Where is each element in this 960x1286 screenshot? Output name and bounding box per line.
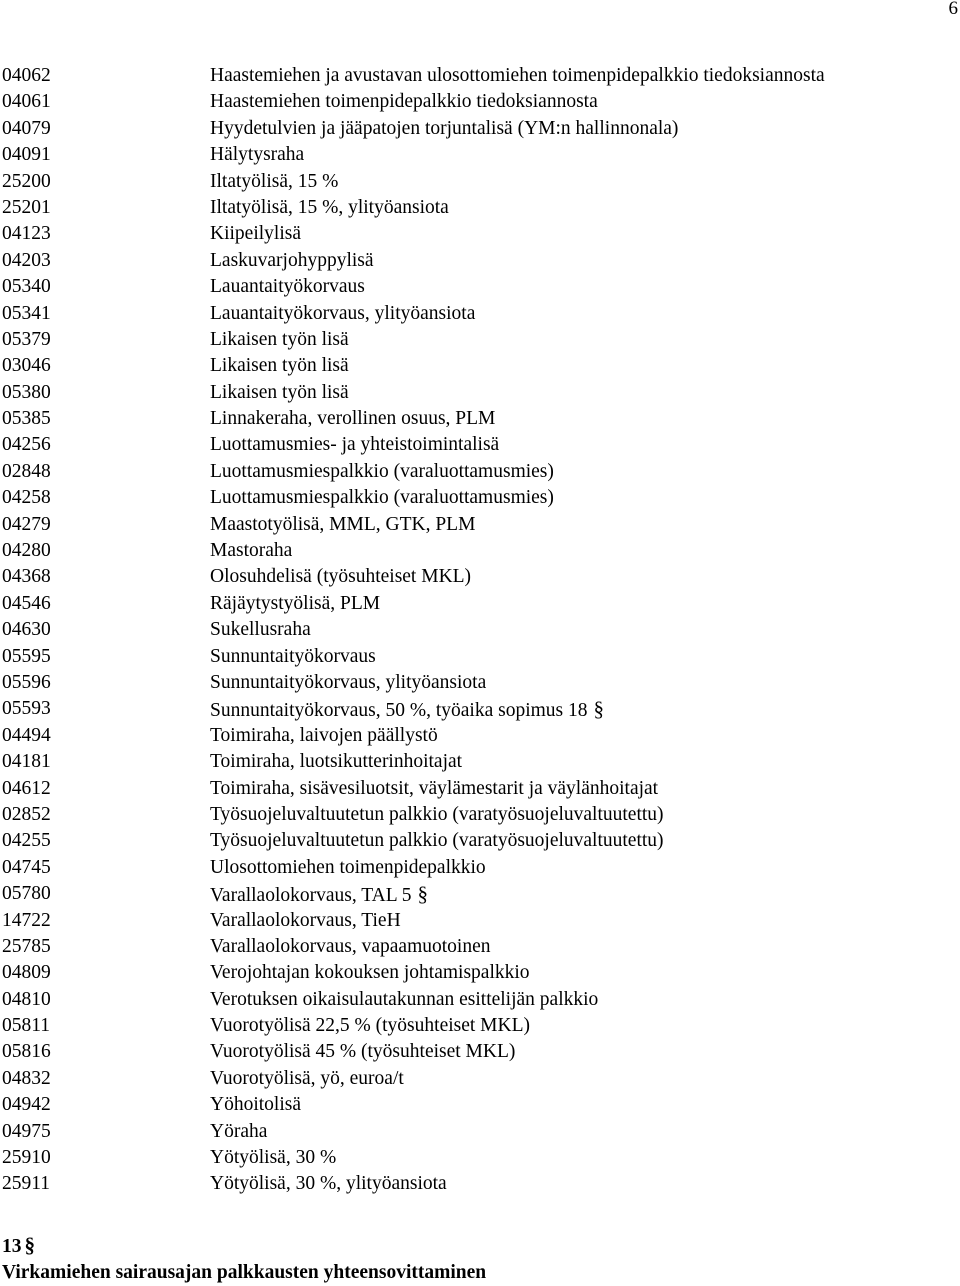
list-item [2,432,952,458]
item-code: 25200 [2,170,51,192]
item-description-text: Haastemiehen toimenpidepalkkio tiedoksiannosta [210,91,598,113]
item-description-text: Likaisen työn lisä [210,381,349,403]
item-description [210,934,952,960]
item-code: 04062 [2,65,51,86]
item-code: 04630 [2,619,51,641]
item-code: 04256 [2,434,51,456]
item-description [210,696,952,722]
item-description-text: Laskuvarjohyppylisä [210,249,374,271]
list-item [2,934,952,960]
item-description [210,802,952,828]
item-description-text: Iltatyölisä, 15 %, ylityöansiota [210,196,449,218]
item-description [210,1145,952,1171]
item-code: 04061 [2,91,51,113]
item-description [210,63,952,89]
item-description-text: Sunnuntaityökorvaus, 50 %, työaika sopimus 18 [210,700,588,722]
item-description [210,1119,952,1145]
item-description [210,301,952,327]
item-code: 05379 [2,328,51,350]
item-code: 05593 [2,698,51,720]
item-description [210,512,952,538]
list-item [2,1092,952,1118]
item-description [210,723,952,749]
item-code: 04942 [2,1094,51,1116]
section-number: 13 [2,1236,22,1257]
item-code: 05595 [2,645,51,667]
item-description [210,591,952,617]
list-item [2,881,952,907]
list-item [2,327,952,353]
item-description [210,274,952,300]
section-title: Virkamiehen sairausajan palkkausten yhteensovittaminen [2,1262,487,1283]
item-description [210,406,952,432]
item-code: 05340 [2,276,51,298]
list-item [2,828,952,854]
item-description [210,987,952,1013]
list-item [2,723,952,749]
item-code: 04975 [2,1120,51,1142]
list-item [2,380,952,406]
section-header [2,1232,486,1286]
item-description-text: Linnakeraha, verollinen osuus, PLM [210,408,496,430]
item-description [210,855,952,881]
item-description [210,670,952,696]
item-code: 05380 [2,381,51,403]
item-code: 03046 [2,355,51,377]
item-description-text: Sunnuntaityökorvaus, ylityöansiota [210,671,487,693]
list-item [2,195,952,221]
item-description-text: Yöraha [210,1120,268,1142]
list-item [2,1066,952,1092]
list-item [2,1039,952,1065]
item-code: 04494 [2,724,51,746]
item-description-text: Yöhoitolisä [210,1094,301,1116]
code-list [2,63,952,1198]
item-description [210,1092,952,1118]
item-description [210,828,952,854]
item-description [210,776,952,802]
section-sign: § [417,882,429,907]
list-item [2,459,952,485]
item-code: 04745 [2,856,51,878]
section-number-line [2,1232,486,1260]
list-item [2,617,952,643]
item-code: 05385 [2,408,51,430]
item-description [210,908,952,934]
item-description-text: Lauantaityökorvaus [210,276,365,298]
list-item [2,512,952,538]
item-code: 04809 [2,962,51,984]
item-description [210,327,952,353]
item-description-text: Verojohtajan kokouksen johtamispalkkio [210,962,530,984]
section-sign: § [24,1233,35,1257]
list-item [2,63,952,89]
list-item [2,591,952,617]
item-code: 04123 [2,223,51,245]
item-description-text: Sunnuntaityökorvaus [210,645,376,667]
item-description-text: Varallaolokorvaus, vapaamuotoinen [210,935,491,957]
item-description [210,1066,952,1092]
list-item [2,274,952,300]
list-item [2,1013,952,1039]
list-item [2,89,952,115]
item-description-text: Sukellusraha [210,619,311,641]
item-description-text: Likaisen työn lisä [210,355,349,377]
item-description-text: Työsuojeluvaltuutetun palkkio (varatyösuojeluvaltuutettu) [210,803,664,825]
list-item [2,485,952,511]
item-description-text: Varallaolokorvaus, TieH [210,909,401,931]
item-description-text: Likaisen työn lisä [210,328,349,350]
item-code: 02848 [2,460,51,482]
list-item [2,406,952,432]
item-code: 04810 [2,988,51,1010]
page-number: 6 [948,0,958,19]
item-description [210,432,952,458]
item-code: 25911 [2,1173,51,1195]
item-description-text: Hyydetulvien ja jääpatojen torjuntalisä (YM:n hallinnonala) [210,117,679,139]
item-code: 04280 [2,540,51,562]
item-description-text: Ulosottomiehen toimenpidepalkkio [210,856,486,878]
item-description-text: Mastoraha [210,540,293,562]
list-item [2,644,952,670]
list-item [2,776,952,802]
item-description [210,1039,952,1065]
list-item [2,248,952,274]
item-description-text: Luottamusmiespalkkio (varaluottamusmies) [210,487,554,509]
item-description [210,538,952,564]
item-code: 04203 [2,249,51,271]
list-item [2,538,952,564]
item-code: 14722 [2,909,51,931]
item-description [210,1013,952,1039]
item-code: 04091 [2,144,51,166]
item-code: 04181 [2,751,51,773]
item-code: 04258 [2,487,51,509]
item-code: 25910 [2,1147,51,1169]
list-item [2,855,952,881]
item-description-text: Vuorotyölisä 22,5 % (työsuhteiset MKL) [210,1015,530,1037]
item-description-text: Yötyölisä, 30 %, ylityöansiota [210,1173,447,1195]
item-code: 04279 [2,513,51,535]
list-item [2,749,952,775]
item-description-text: Toimiraha, laivojen päällystö [210,724,438,746]
item-description [210,485,952,511]
item-description [210,221,952,247]
list-item [2,908,952,934]
item-description [210,89,952,115]
item-description [210,459,952,485]
item-description [210,248,952,274]
item-description-text: Kiipeilylisä [210,223,301,245]
item-description-text: Työsuojeluvaltuutetun palkkio (varatyösuojeluvaltuutettu) [210,830,664,852]
item-code: 05596 [2,671,51,693]
list-item [2,696,952,722]
item-description-text: Toimiraha, luotsikutterinhoitajat [210,751,463,773]
item-code: 04079 [2,117,51,139]
item-description [210,142,952,168]
list-item [2,960,952,986]
list-item [2,142,952,168]
item-description-text: Toimiraha, sisävesiluotsit, väylämestarit ja väylänhoitajat [210,777,659,799]
item-code: 04612 [2,777,51,799]
item-code: 04368 [2,566,51,588]
item-description [210,617,952,643]
item-description-text: Verotuksen oikaisulautakunnan esittelijän palkkio [210,988,599,1010]
item-description-text: Haastemiehen ja avustavan ulosottomiehen toimenpidepalkkio tiedoksiannosta [210,65,825,86]
list-item [2,169,952,195]
item-description [210,749,952,775]
item-description-text: Luottamusmiespalkkio (varaluottamusmies) [210,460,554,482]
item-code: 05816 [2,1041,51,1063]
list-item [2,564,952,590]
item-description-text: Vuorotyölisä 45 % (työsuhteiset MKL) [210,1041,516,1063]
item-code: 04546 [2,592,51,614]
item-description-text: Luottamusmies- ja yhteistoimintalisä [210,434,500,456]
list-item [2,987,952,1013]
item-description [210,353,952,379]
item-description-text: Vuorotyölisä, yö, euroa/t [210,1067,404,1089]
item-description-text: Yötyölisä, 30 % [210,1147,337,1169]
list-item [2,353,952,379]
list-item [2,802,952,828]
item-description [210,881,952,907]
item-code: 05811 [2,1015,51,1037]
item-description-text: Iltatyölisä, 15 % [210,170,339,192]
list-item [2,1171,952,1197]
item-description [210,380,952,406]
item-code: 05341 [2,302,51,324]
item-code: 05780 [2,883,51,905]
list-item [2,301,952,327]
item-code: 25201 [2,196,51,218]
item-description [210,644,952,670]
item-description-text: Olosuhdelisä (työsuhteiset MKL) [210,566,472,588]
item-description-text: Lauantaityökorvaus, ylityöansiota [210,302,476,324]
item-description-text: Maastotyölisä, MML, GTK, PLM [210,513,476,535]
item-description [210,564,952,590]
item-description [210,960,952,986]
item-code: 02852 [2,803,51,825]
item-description-text: Varallaolokorvaus, TAL 5 [210,885,412,907]
list-item [2,1145,952,1171]
list-item [2,1119,952,1145]
item-code: 25785 [2,935,51,957]
item-code: 04832 [2,1067,51,1089]
section-sign: § [593,697,605,722]
item-description [210,195,952,221]
item-description-text: Hälytysraha [210,144,305,166]
item-code: 04255 [2,830,51,852]
item-description-text: Räjäytystyölisä, PLM [210,592,381,614]
list-item [2,670,952,696]
list-item [2,116,952,142]
item-description [210,1171,952,1197]
item-description [210,169,952,195]
list-item [2,221,952,247]
item-description [210,116,952,142]
